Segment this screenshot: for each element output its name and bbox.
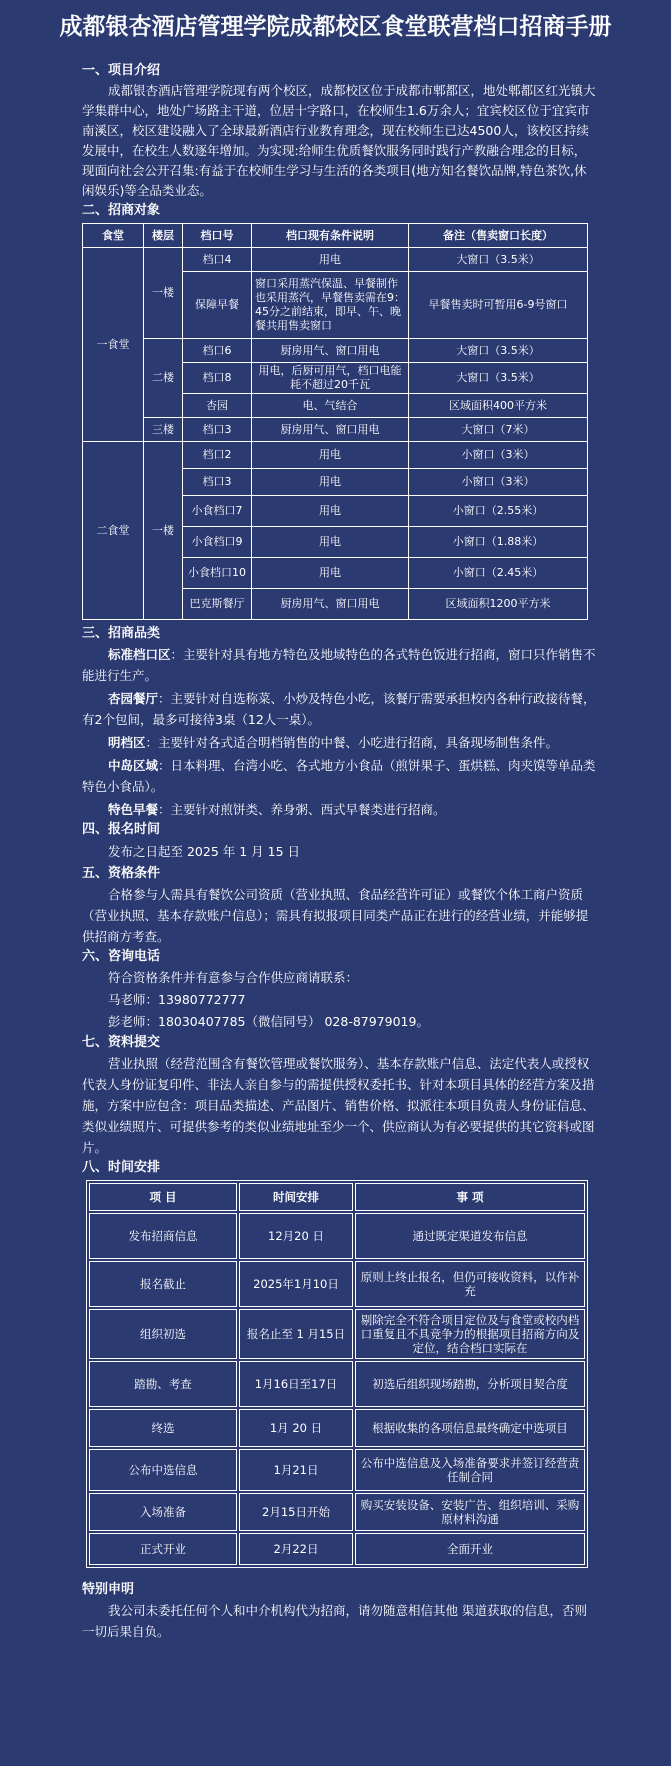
col-matter: 事 项 [355, 1183, 585, 1211]
stall-table [82, 223, 588, 620]
category-item [82, 644, 597, 686]
col-note: 备注（售卖窗口长度） [409, 224, 588, 248]
section-heading-registration: 四、报名时间 [82, 822, 161, 837]
schedule-item: 入场准备 [89, 1493, 237, 1531]
col-item: 项 目 [89, 1183, 237, 1211]
floor-b1: 一楼 [144, 442, 183, 620]
schedule-time: 1月 20 日 [239, 1409, 353, 1447]
stall-cell: 保障早餐 [183, 272, 252, 339]
table-row [89, 1213, 585, 1259]
col-stall: 档口号 [183, 224, 252, 248]
note-cell: 小窗口（2.55米） [409, 496, 588, 527]
materials-text: 营业执照（经营范围含有餐饮管理或餐饮服务）、基本存款账户信息、法定代表人或授权代表人身份证复印件、非法人亲自参与的需提供授权委托书、针对本项目具体的经营方案及措施，方案中应包含：项目品类描述、产品图片、销售价格、拟派往本项目负责人身份证信息、类似业绩照片、可提供参考的类似业绩地址至少一个、供应商认为有必要提供的其它资料或图片。 [82, 1056, 595, 1155]
category-label: 标准档口区 [108, 647, 171, 662]
note-cell: 早餐售卖时可暂用6-9号窗口 [409, 272, 588, 339]
stall-cell: 档口8 [183, 363, 252, 394]
condition-cell: 用电 [252, 558, 409, 589]
section-heading-qualification: 五、资格条件 [82, 866, 161, 881]
note-cell: 区域面积400平方米 [409, 394, 588, 418]
category-text: ：主要针对各式适合明档销售的中餐、小吃进行招商，具备现场制售条件。 [145, 735, 559, 750]
stall-cell: 档口2 [183, 442, 252, 469]
page-title: 成都银杏酒店管理学院成都校区食堂联营档口招商手册 [59, 14, 612, 40]
condition-cell: 厨房用气、窗口用电 [252, 339, 409, 363]
table-row [89, 1409, 585, 1447]
note-cell: 大窗口（3.5米） [409, 339, 588, 363]
table-row [83, 418, 588, 442]
section-heading-targets: 二、招商对象 [82, 203, 161, 218]
table-row [89, 1533, 585, 1565]
table-row [89, 1261, 585, 1307]
col-time: 时间安排 [239, 1183, 353, 1211]
stall-cell: 档口3 [183, 469, 252, 496]
stall-cell: 杏园 [183, 394, 252, 418]
stall-cell: 档口6 [183, 339, 252, 363]
schedule-matter: 初选后组织现场踏勘，分析项目契合度 [355, 1361, 585, 1407]
category-label: 特色早餐 [108, 802, 159, 817]
condition-cell: 电、气结合 [252, 394, 409, 418]
section-heading-categories: 三、招商品类 [82, 626, 161, 641]
category-item [82, 755, 597, 797]
schedule-item: 正式开业 [89, 1533, 237, 1565]
schedule-time: 1月16日至17日 [239, 1361, 353, 1407]
category-label: 杏园餐厅 [108, 691, 159, 706]
category-item [82, 732, 597, 753]
category-text: ：主要针对自选称菜、小炒及特色小吃，该餐厅需要承担校内各种行政接待餐，有2个包间，最多可接待3桌（12人一桌）。 [82, 691, 596, 727]
table-row [83, 442, 588, 469]
contact-intro: 符合资格条件并有意参与合作供应商请联系： [108, 970, 359, 985]
floor-1: 一楼 [144, 248, 183, 339]
table-row [89, 1361, 585, 1407]
note-cell: 小窗口（1.88米） [409, 527, 588, 558]
table-row [83, 339, 588, 363]
stall-cell: 档口4 [183, 248, 252, 272]
schedule-item: 发布招商信息 [89, 1213, 237, 1259]
schedule-matter: 公布中选信息及入场准备要求并签订经营责任制合同 [355, 1449, 585, 1491]
condition-cell: 厨房用气、窗口用电 [252, 589, 409, 620]
col-canteen: 食堂 [83, 224, 144, 248]
contact-ma: 马老师：13980772777 [108, 992, 246, 1007]
notice-heading: 特别申明 [82, 1582, 135, 1597]
stall-cell: 小食档口7 [183, 496, 252, 527]
note-cell: 小窗口（3米） [409, 442, 588, 469]
category-text: ：主要针对煎饼类、养身粥、西式早餐类进行招商。 [158, 802, 446, 817]
schedule-item: 踏勘、考查 [89, 1361, 237, 1407]
category-text: ：主要针对具有地方特色及地域特色的各式特色饭进行招商，窗口只作销售不能进行生产。 [82, 647, 596, 683]
condition-cell: 用电 [252, 527, 409, 558]
condition-cell: 厨房用气、窗口用电 [252, 418, 409, 442]
schedule-time: 2月22日 [239, 1533, 353, 1565]
category-item [82, 799, 597, 820]
category-label: 中岛区域 [108, 758, 159, 773]
category-item [82, 688, 597, 730]
section-heading-intro: 一、项目介绍 [82, 63, 161, 78]
schedule-matter: 剔除完全不符合项目定位及与食堂或校内档口重复且不具竞争力的根据项目招商方向及定位，结合档口实际在 [355, 1309, 585, 1359]
note-cell: 大窗口（3.5米） [409, 363, 588, 394]
schedule-matter: 通过既定渠道发布信息 [355, 1213, 585, 1259]
contact-peng: 彭老师：18030407785（微信同号） 028-87979019。 [108, 1014, 429, 1029]
col-floor: 楼层 [144, 224, 183, 248]
intro-text: 成都银杏酒店管理学院现有两个校区，成都校区位于成都市郫都区，地处郫都区红光镇大学集群中心，地处广场路主干道，位居十字路口，在校师生1.6万余人；宜宾校区位于宜宾市南溪区，校区建设融入了全球最新酒店行业教育理念，现在校师生已达4500人，该校区持续发展中，在校生人数逐年增加。为实现:给师生优质餐饮服务同时践行产教融合理念的目标，现面向社会公开召集:有益于在校师生学习与生活的各类项目(地方知名餐饮品牌,特色茶饮,休闲娱乐)等全品类业态。 [82, 83, 596, 198]
schedule-time: 2月15日开始 [239, 1493, 353, 1531]
canteen-1: 一食堂 [83, 248, 144, 442]
table-row [83, 248, 588, 272]
stall-cell: 小食档口10 [183, 558, 252, 589]
stall-cell: 小食档口9 [183, 527, 252, 558]
stall-table-header [83, 224, 588, 248]
schedule-item: 终选 [89, 1409, 237, 1447]
qualification-text: 合格参与人需具有餐饮公司资质（营业执照、食品经营许可证）或餐饮个体工商户资质（营业执照、基本存款账户信息）；需具有拟报项目同类产品正在进行的经营业绩，并能够提供招商方考查。 [82, 887, 589, 944]
registration-period: 发布之日起至 2025 年 1 月 15 日 [108, 844, 301, 859]
stall-cell: 档口3 [183, 418, 252, 442]
note-cell: 小窗口（3米） [409, 469, 588, 496]
note-cell: 小窗口（2.45米） [409, 558, 588, 589]
schedule-item: 报名截止 [89, 1261, 237, 1307]
condition-cell: 窗口采用蒸汽保温、早餐制作也采用蒸汽，早餐售卖需在9：45分之前结束，即早、午、晚餐共用售卖窗口 [252, 272, 409, 339]
schedule-time: 报名止至 1 月15日 [239, 1309, 353, 1359]
notice-text: 我公司未委托任何个人和中介机构代为招商，请勿随意相信其他 渠道获取的信息，否则一切后果自负。 [82, 1603, 587, 1639]
note-cell: 大窗口（7米） [409, 418, 588, 442]
section-heading-schedule: 八、时间安排 [82, 1160, 161, 1175]
table-row [89, 1449, 585, 1491]
schedule-header [89, 1183, 585, 1211]
section-heading-materials: 七、资料提交 [82, 1035, 161, 1050]
floor-2: 二楼 [144, 339, 183, 418]
condition-cell: 用电 [252, 496, 409, 527]
schedule-matter: 原则上终止报名，但仍可接收资料，以作补充 [355, 1261, 585, 1307]
condition-cell: 用电 [252, 469, 409, 496]
schedule-matter: 根据收集的各项信息最终确定中选项目 [355, 1409, 585, 1447]
table-row [89, 1309, 585, 1359]
condition-cell: 用电，后厨可用气，档口电能耗不超过20千瓦 [252, 363, 409, 394]
stall-cell: 巴克斯餐厅 [183, 589, 252, 620]
schedule-time: 12月20 日 [239, 1213, 353, 1259]
schedule-matter: 全面开业 [355, 1533, 585, 1565]
category-label: 明档区 [108, 735, 146, 750]
schedule-table [86, 1180, 588, 1568]
schedule-item: 组织初选 [89, 1309, 237, 1359]
category-text: ：日本料理、台湾小吃、各式地方小食品（煎饼果子、蛋烘糕、肉夹馍等单品类特色小食品）。 [82, 758, 596, 794]
condition-cell: 用电 [252, 442, 409, 469]
section-heading-contact: 六、咨询电话 [82, 949, 161, 964]
schedule-time: 1月21日 [239, 1449, 353, 1491]
col-condition: 档口现有条件说明 [252, 224, 409, 248]
schedule-time: 2025年1月10日 [239, 1261, 353, 1307]
note-cell: 大窗口（3.5米） [409, 248, 588, 272]
floor-3: 三楼 [144, 418, 183, 442]
content [0, 61, 671, 1642]
table-row [89, 1493, 585, 1531]
canteen-2: 二食堂 [83, 442, 144, 620]
schedule-matter: 购买安装设备、安装广告、组织培训、采购原材料沟通 [355, 1493, 585, 1531]
condition-cell: 用电 [252, 248, 409, 272]
note-cell: 区域面积1200平方米 [409, 589, 588, 620]
schedule-item: 公布中选信息 [89, 1449, 237, 1491]
